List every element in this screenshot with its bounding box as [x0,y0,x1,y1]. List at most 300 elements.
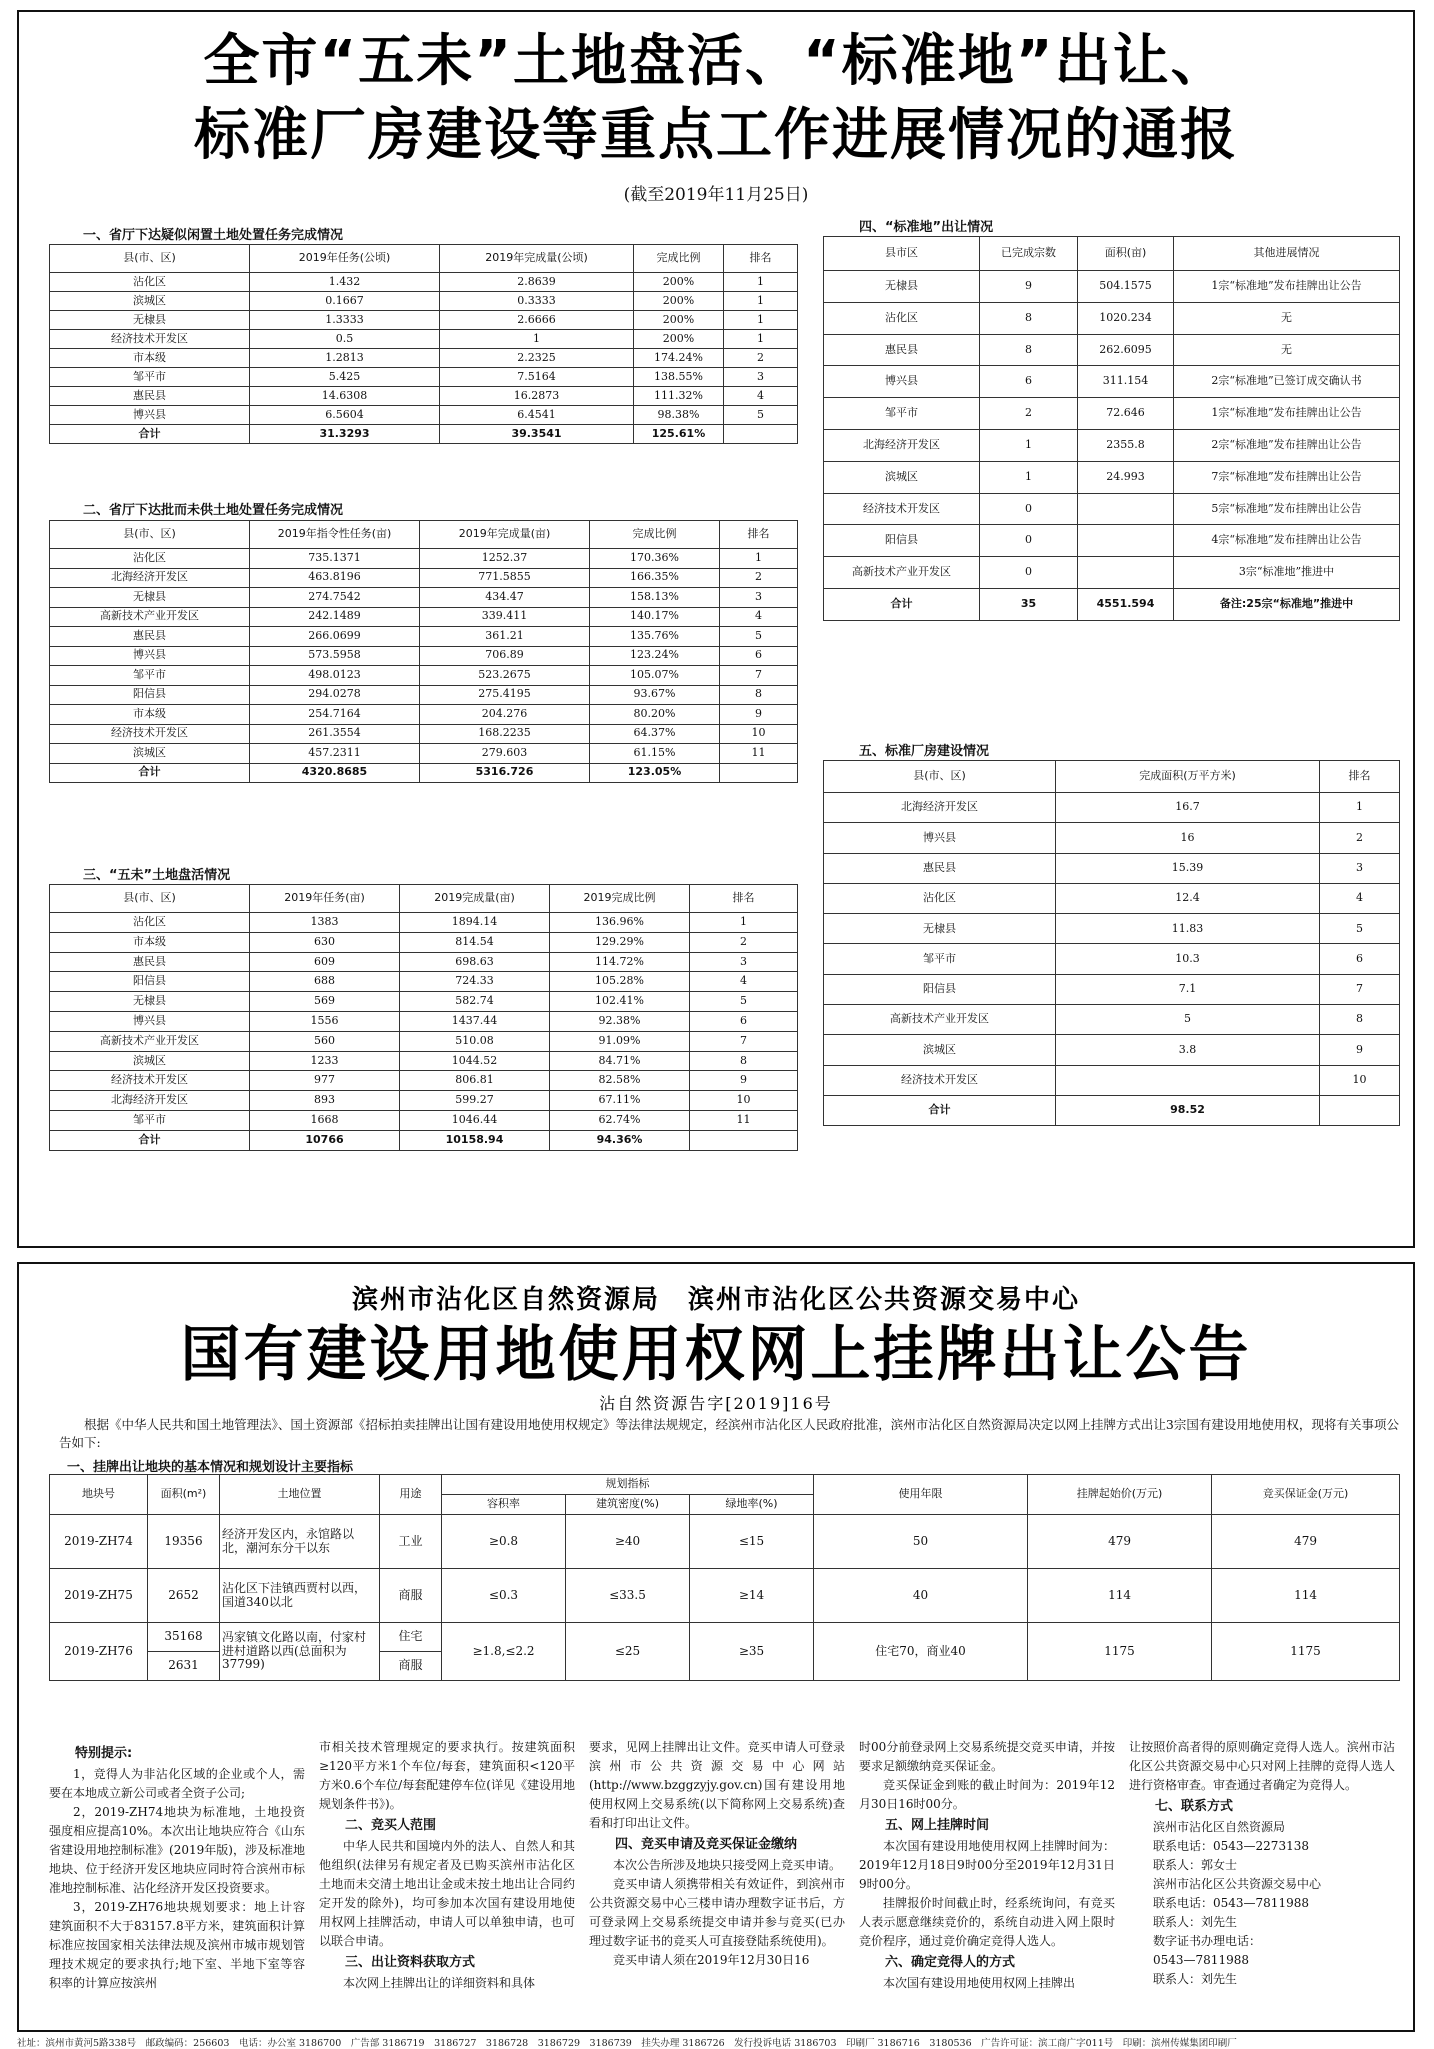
notice-intro: 根据《中华人民共和国土地管理法》、国土资源部《招标拍卖挂牌出让国有建设用地使用权规定》等法律法规规定，经滨州市沾化区人民政府批准，滨州市沾化区自然资源局决定以网上挂牌方式出让3宗国有建设用地使用权，现将有关事项公告如下: [59,1417,1399,1450]
table-cell: 771.5855 [420,568,590,588]
table-cell: 无 [1174,334,1400,366]
contact-person-2: 联系人：刘先生 [1153,1915,1238,1929]
table-cell: 84.71% [550,1051,690,1071]
table-cell: 5 [724,406,798,425]
table-cell: 5 [1320,914,1400,944]
table-cell: 0.5 [250,330,440,349]
table-cell: 无棣县 [50,992,250,1012]
table-cell: 市本级 [50,705,250,725]
table-cell: 123.05% [590,763,720,783]
table-cell: 惠民县 [50,952,250,972]
table-cell: 200% [634,311,724,330]
table-cell: 16.7 [1056,793,1320,823]
table-cell: 3 [690,952,798,972]
standard-factory-table [823,760,1400,1126]
table-cell: 200% [634,330,724,349]
table-cell: 8 [980,334,1078,366]
table-cell: 14.6308 [250,387,440,406]
table-cell: 274.7542 [250,588,420,608]
table-cell: 1.2813 [250,349,440,368]
table-cell: 邹平市 [50,1110,250,1130]
table-cell: 无棣县 [50,311,250,330]
table-cell: 12.4 [1056,883,1320,913]
table-cell: 24.993 [1078,461,1174,493]
table-cell: 463.8196 [250,568,420,588]
table-cell: 361.21 [420,627,590,647]
table-cell: 168.2235 [420,724,590,744]
table-cell: 5316.726 [420,763,590,783]
table-cell: 1668 [250,1110,400,1130]
table-row [50,627,798,647]
table-cell: 沾化区 [824,302,980,334]
table-cell: 698.63 [400,952,550,972]
table-cell: 98.52 [1056,1095,1320,1125]
column-header: 完成比例 [634,245,724,273]
table-cell: 1437.44 [400,1011,550,1031]
table-cell: 滨城区 [824,461,980,493]
table-cell: 630 [250,932,400,952]
table-cell: 10 [1320,1065,1400,1095]
table-cell: 80.20% [590,705,720,725]
table-cell: 9 [1320,1035,1400,1065]
table-cell [724,425,798,444]
table-cell [1078,525,1174,557]
table-row [50,311,798,330]
table-cell: 2.6666 [440,311,634,330]
table-cell: 无棣县 [824,271,980,303]
column-header: 其他进展情况 [1174,237,1400,271]
table-cell: 504.1575 [1078,271,1174,303]
table-row [50,705,798,725]
column-header: 2019完成比例 [550,885,690,913]
cert-phone: 0543—7811988 [1153,1953,1249,1967]
table-cell: 邹平市 [824,398,980,430]
table-cell: 无棣县 [824,914,1056,944]
parcel-row: 2631 商服 [50,1652,1400,1681]
table-cell: 博兴县 [824,823,1056,853]
table-row [50,607,798,627]
table-cell: 市本级 [50,932,250,952]
table-cell: 1 [724,292,798,311]
table-cell: 91.09% [550,1031,690,1051]
table-cell: 6 [1320,944,1400,974]
table-row [50,972,798,992]
table-row [50,932,798,952]
table-cell: 10 [690,1091,798,1111]
table-cell: 125.61% [634,425,724,444]
table-cell: 博兴县 [50,1011,250,1031]
table-cell: 8 [690,1051,798,1071]
table-cell: 经济技术开发区 [824,493,980,525]
notice-column-1: 特别提示: 1，竞得人为非沾化区域的企业或个人，需要在本地成立新公司或者全资子公司; 2，2019-ZH74地块为标准地，土地投资强度相应提高10%。本次出让地块应符合《山东省建设用地控制标准》(2019年版)，涉及标准地地块、位于经济开发区地块应同时符合滨州市标准地控制标准、沾化经济开发区投资要求。 3，2019-ZH76地块规划要求：地上计容建筑面积不大于83157.8平方米，建筑面积计算标准应按国家相关法律法规及滨州市城市规划管理技术规定的要求执行;地下室、半地下室等容积率的计算应按滨州 [49,1746,305,1990]
table-row [50,1110,798,1130]
column-header: 排名 [1320,761,1400,793]
contact-person-3: 联系人：刘先生 [1153,1972,1238,1986]
table-cell: 沾化区 [50,549,250,569]
column-header: 县(市、区) [50,245,250,273]
table-cell: 经济技术开发区 [50,1071,250,1091]
table-row [824,944,1400,974]
table-row [50,744,798,764]
land-auction-notice [17,1262,1415,2032]
table-cell: 1.3333 [250,311,440,330]
table-cell: 114.72% [550,952,690,972]
th-area: 面积(m²) [148,1475,220,1515]
table-cell: 311.154 [1078,366,1174,398]
table-cell: 高新技术产业开发区 [824,557,980,589]
table-cell: 2.8639 [440,273,634,292]
table-cell [1056,1065,1320,1095]
table-header-row [50,245,798,273]
table-cell: 261.3554 [250,724,420,744]
table-cell: 4320.8685 [250,763,420,783]
column-header: 2019年完成量(公顷) [440,245,634,273]
table-cell: 3.8 [1056,1035,1320,1065]
table-cell: 105.28% [550,972,690,992]
table-cell: 200% [634,273,724,292]
table-cell: 2宗“标准地”发布挂牌出让公告 [1174,429,1400,461]
table-cell: 无 [1174,302,1400,334]
table-cell: 1 [1320,793,1400,823]
table-row [50,685,798,705]
table-cell: 8 [980,302,1078,334]
th-location: 土地位置 [220,1475,380,1515]
table-cell: 合计 [50,425,250,444]
table-cell: 滨城区 [50,292,250,311]
progress-report-section [17,10,1415,1248]
table-row [50,568,798,588]
table-row [824,493,1400,525]
table-cell: 沾化区 [824,883,1056,913]
notice-issuer: 滨州市沾化区自然资源局 滨州市沾化区公共资源交易中心 [351,1285,1080,1315]
table-cell: 498.0123 [250,666,420,686]
th-years: 使用年限 [814,1475,1028,1515]
table-cell: 4 [720,607,798,627]
table-cell: 4宗“标准地”发布挂牌出让公告 [1174,525,1400,557]
table-cell: 1 [724,330,798,349]
table-header-row [50,885,798,913]
table-cell: 1.432 [250,273,440,292]
table-cell: 62.74% [550,1110,690,1130]
table-row [824,398,1400,430]
notice-column-4: 时00分前登录网上交易系统提交竞买申请，并按要求足额缴纳竞买保证金。 竞买保证金到账的截止时间为：2019年12月30日16时00分。 五、网上挂牌时间 本次国有建设用地使用权网上挂牌时间为：2019年12月18日9时00分至2019年12月31日9时00分。 挂牌报价时间截止时，经系统询问，有竞买人表示愿意继续竞价的，系统自动进入网上限时竞价程序，通过竞价确定竞得人选人。 六、确定竞得人的方式 本次国有建设用地使用权网上挂牌出 [859,1740,1115,1990]
table-cell: 4 [690,972,798,992]
table-cell: 3宗“标准地”推进中 [1174,557,1400,589]
table-row [824,1005,1400,1035]
table-cell: 7 [1320,974,1400,1004]
table-cell: 博兴县 [824,366,980,398]
table-row [824,271,1400,303]
section-title-4: 四、“标准地”出让情况 [859,220,994,235]
table-cell [1320,1095,1400,1125]
table-row [50,387,798,406]
table-cell: 阳信县 [824,525,980,557]
contact-person-1: 联系人：郭女士 [1153,1858,1238,1872]
table-cell: 经济技术开发区 [50,724,250,744]
table-header-row [50,521,798,549]
table-row [50,952,798,972]
column-header: 2019完成量(亩) [400,885,550,913]
column-header: 县(市、区) [50,521,250,549]
table-cell: 0.1667 [250,292,440,311]
th-density: 建筑密度(%) [566,1495,690,1515]
table-header-row [824,761,1400,793]
table-row [50,1051,798,1071]
table-cell: 市本级 [50,349,250,368]
table-total-row [50,1130,798,1150]
table-row [824,1065,1400,1095]
table-cell: 7宗“标准地”发布挂牌出让公告 [1174,461,1400,493]
table-cell: 经济技术开发区 [824,1065,1056,1095]
table-cell: 1 [980,461,1078,493]
table-cell: 158.13% [590,588,720,608]
table-total-row [50,425,798,444]
table-cell: 9 [690,1071,798,1091]
table-cell: 2 [690,932,798,952]
table-cell: 滨城区 [50,1051,250,1071]
table-cell: 高新技术产业开发区 [824,1005,1056,1035]
table-cell: 16.2873 [440,387,634,406]
table-row [50,1091,798,1111]
table-row [50,588,798,608]
table-row [824,1035,1400,1065]
table-row [824,525,1400,557]
th-planning: 规划指标 [442,1475,814,1495]
column-header: 2019年完成量(亩) [420,521,590,549]
table-cell: 129.29% [550,932,690,952]
table-header-row [824,237,1400,271]
table-cell: 阳信县 [50,972,250,992]
table-cell: 31.3293 [250,425,440,444]
table-cell: 经济技术开发区 [50,330,250,349]
table-cell: 166.35% [590,568,720,588]
table-row [50,724,798,744]
table-cell: 1046.44 [400,1110,550,1130]
table-cell: 沾化区 [50,913,250,933]
table-cell: 0 [980,525,1078,557]
table-cell: 邹平市 [824,944,1056,974]
table-cell: 合计 [824,588,980,620]
table-row [824,823,1400,853]
table-cell: 573.5958 [250,646,420,666]
table-cell: 135.76% [590,627,720,647]
table-cell: 457.2311 [250,744,420,764]
table-cell: 2.2325 [440,349,634,368]
table-cell: 10 [720,724,798,744]
table-cell: 2 [724,349,798,368]
table-cell [1078,557,1174,589]
contact-org-1: 滨州市沾化区自然资源局 [1153,1820,1286,1834]
table-cell: 94.36% [550,1130,690,1150]
table-cell: 1252.37 [420,549,590,569]
table-cell: 1 [720,549,798,569]
table-cell: 3 [724,368,798,387]
table-cell: 67.11% [550,1091,690,1111]
table-cell: 邹平市 [50,368,250,387]
notice-section-1: 一、挂牌出让地块的基本情况和规划设计主要指标 [67,1460,354,1475]
column-header: 2019年任务(亩) [250,885,400,913]
table-cell: 合计 [50,1130,250,1150]
table-cell: 294.0278 [250,685,420,705]
report-date: (截至2019年11月25日) [623,185,809,205]
table-row [824,557,1400,589]
unsupplied-land-table [49,520,798,783]
table-row [824,914,1400,944]
table-row [50,349,798,368]
table-cell: 6.5604 [250,406,440,425]
section-title-1: 一、省厅下达疑似闲置土地处置任务完成情况 [83,228,344,243]
table-cell: 惠民县 [824,334,980,366]
table-cell: 2 [980,398,1078,430]
table-row [50,646,798,666]
th-green: 绿地率(%) [690,1495,814,1515]
table-cell: 204.276 [420,705,590,725]
table-row [50,666,798,686]
table-cell: 893 [250,1091,400,1111]
table-cell: 569 [250,992,400,1012]
section-title-3: 三、“五未”土地盘活情况 [83,868,231,883]
table-cell: 10.3 [1056,944,1320,974]
table-cell: 111.32% [634,387,724,406]
table-cell: 7 [720,666,798,686]
th-far: 容积率 [442,1495,566,1515]
table-cell: 523.2675 [420,666,590,686]
table-cell: 609 [250,952,400,972]
table-cell: 1556 [250,1011,400,1031]
table-cell: 123.24% [590,646,720,666]
contact-phone-1: 联系电话：0543—2273138 [1153,1839,1309,1853]
th-use: 用途 [380,1475,442,1515]
table-cell: 1233 [250,1051,400,1071]
table-cell: 15.39 [1056,853,1320,883]
column-header: 完成比例 [590,521,720,549]
table-cell: 0 [980,493,1078,525]
table-cell: 39.3541 [440,425,634,444]
column-header: 排名 [724,245,798,273]
table-cell: 72.646 [1078,398,1174,430]
table-cell: 92.38% [550,1011,690,1031]
table-cell: 806.81 [400,1071,550,1091]
idle-land-table [49,244,798,444]
table-cell: 200% [634,292,724,311]
table-cell: 北海经济开发区 [50,1091,250,1111]
column-header: 排名 [720,521,798,549]
table-cell: 254.7164 [250,705,420,725]
table-cell: 2宗“标准地”已签订成交确认书 [1174,366,1400,398]
table-row [824,429,1400,461]
table-cell: 8 [1320,1005,1400,1035]
table-cell: 7 [690,1031,798,1051]
table-cell: 备注:25宗“标准地”推进中 [1174,588,1400,620]
table-cell: 140.17% [590,607,720,627]
cert-phone-label: 数字证书办理电话： [1153,1934,1262,1948]
table-cell: 7.5164 [440,368,634,387]
section-title-2: 二、省厅下达批而未供土地处置任务完成情况 [83,503,344,518]
table-cell: 阳信县 [50,685,250,705]
table-cell [690,1130,798,1150]
column-header: 排名 [690,885,798,913]
table-cell: 8 [720,685,798,705]
table-cell: 242.1489 [250,607,420,627]
table-cell: 高新技术产业开发区 [50,607,250,627]
table-cell: 5.425 [250,368,440,387]
table-cell: 惠民县 [824,853,1056,883]
table-cell: 2 [720,568,798,588]
table-row [50,406,798,425]
table-cell: 98.38% [634,406,724,425]
table-cell: 174.24% [634,349,724,368]
table-cell: 434.47 [420,588,590,608]
table-cell: 2355.8 [1078,429,1174,461]
table-cell: 北海经济开发区 [50,568,250,588]
table-row [824,853,1400,883]
table-cell: 高新技术产业开发区 [50,1031,250,1051]
table-cell: 11 [720,744,798,764]
column-header: 2019年任务(公顷) [250,245,440,273]
table-cell: 16 [1056,823,1320,853]
th-start-price: 挂牌起始价(万元) [1028,1475,1212,1515]
table-cell: 735.1371 [250,549,420,569]
report-title-line1: 全市“五未”土地盘活、“标准地”出让、 [203,30,1229,94]
table-cell: 136.96% [550,913,690,933]
parcel-row: 2019-ZH76 35168 冯家镇文化路以南，付家村进村道路以西(总面积为37799) 住宅 ≥1.8,≤2.2 ≤25 ≥35 住宅70，商业40 1175 1175 [50,1623,1400,1652]
table-cell: 1 [690,913,798,933]
parcel-row: 2019-ZH74 19356 经济开发区内，永馆路以北，潮河东分干以东 工业 ≥0.8 ≥40 ≤15 50 479 479 [50,1515,1400,1569]
table-cell: 1 [724,311,798,330]
table-cell: 138.55% [634,368,724,387]
table-row [50,992,798,1012]
table-cell: 510.08 [400,1031,550,1051]
table-cell: 6.4541 [440,406,634,425]
table-cell: 0.3333 [440,292,634,311]
table-row [50,913,798,933]
table-total-row [824,588,1400,620]
notice-title: 国有建设用地使用权网上挂牌出让公告 [180,1320,1252,1390]
parcel-row: 2019-ZH75 2652 沾化区下洼镇西贾村以西，国道340以北 商服 ≤0.3 ≤33.5 ≥14 40 114 114 [50,1569,1400,1623]
table-cell: 1 [980,429,1078,461]
table-cell: 5 [1056,1005,1320,1035]
table-row [824,974,1400,1004]
table-cell: 滨城区 [50,744,250,764]
table-row [50,273,798,292]
table-cell: 102.41% [550,992,690,1012]
table-cell: 合计 [50,763,250,783]
th-parcel-id: 地块号 [50,1475,148,1515]
table-cell: 1044.52 [400,1051,550,1071]
th-deposit: 竞买保证金(万元) [1212,1475,1400,1515]
table-cell: 262.6095 [1078,334,1174,366]
table-cell: 沾化区 [50,273,250,292]
notice-doc-number: 沾自然资源告字[2019]16号 [599,1394,833,1413]
table-cell: 1 [724,273,798,292]
table-cell: 814.54 [400,932,550,952]
table-cell [1078,493,1174,525]
table-cell: 688 [250,972,400,992]
table-row [50,1071,798,1091]
table-cell: 93.67% [590,685,720,705]
special-notice-heading: 特别提示: [75,1746,133,1761]
contact-org-2: 滨州市沾化区公共资源交易中心 [1153,1877,1322,1891]
column-header: 已完成宗数 [980,237,1078,271]
table-cell: 3 [720,588,798,608]
table-cell: 339.411 [420,607,590,627]
table-cell: 博兴县 [50,646,250,666]
column-header: 面积(亩) [1078,237,1174,271]
table-cell: 560 [250,1031,400,1051]
table-cell: 6 [720,646,798,666]
five-not-land-table [49,884,798,1151]
column-header: 县(市、区) [824,761,1056,793]
